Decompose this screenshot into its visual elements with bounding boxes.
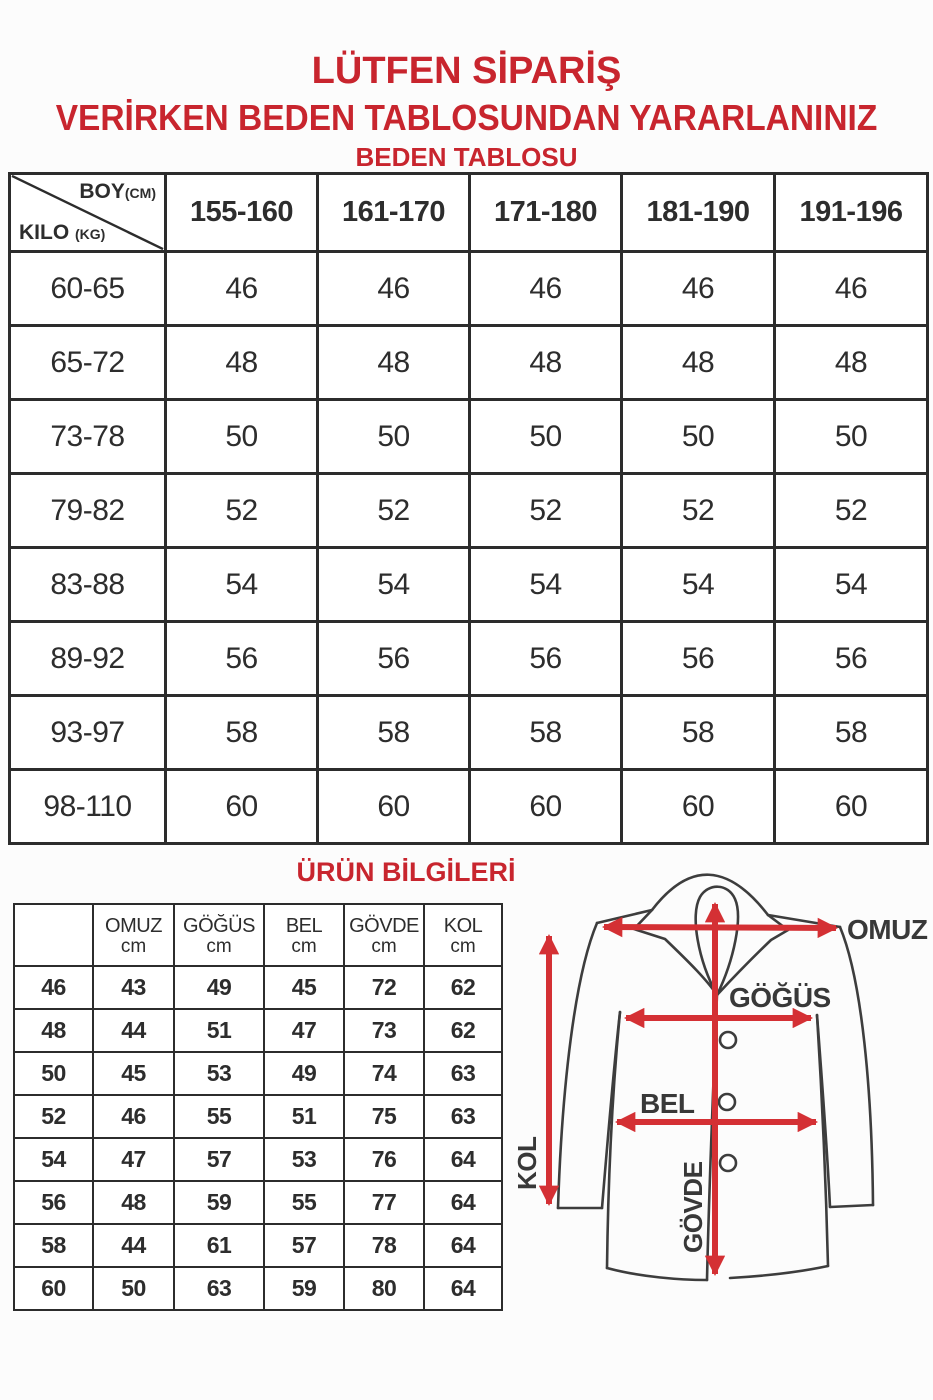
- height-range-header: 191-196: [775, 174, 928, 252]
- product-table-row: [14, 1267, 502, 1310]
- measurement-value-cell: 59: [174, 1181, 264, 1224]
- size-value-cell: 54: [775, 548, 928, 622]
- size-value-cell: 54: [166, 548, 318, 622]
- measurement-unit: cm: [120, 935, 147, 957]
- measurement-value-cell: 55: [174, 1095, 264, 1138]
- measurement-value-cell: 45: [93, 1052, 174, 1095]
- size-table-corner-cell: [10, 174, 166, 252]
- measurement-column-header: [424, 904, 502, 966]
- measurement-value-cell: 62: [424, 1009, 502, 1052]
- size-value-cell: 54: [622, 548, 775, 622]
- size-table-row: [10, 622, 928, 696]
- product-table-header-row: [14, 904, 502, 966]
- product-table-row: [14, 1052, 502, 1095]
- measurement-value-cell: 80: [344, 1267, 424, 1310]
- size-label: 48: [14, 1009, 93, 1052]
- measurement-value-cell: 57: [264, 1224, 344, 1267]
- measurement-value-cell: 76: [344, 1138, 424, 1181]
- measurement-label: GÖVDE: [349, 914, 419, 937]
- size-value-cell: 48: [318, 326, 470, 400]
- measurement-value-cell: 61: [174, 1224, 264, 1267]
- gogus-label: GÖĞÜS: [729, 982, 831, 1013]
- page-title-line2: VERİRKEN BEDEN TABLOSUNDAN YARARLANINIZ: [55, 97, 878, 138]
- product-table-row: [14, 1138, 502, 1181]
- measurement-value-cell: 59: [264, 1267, 344, 1310]
- size-table: [8, 172, 929, 845]
- measurement-value-cell: 47: [264, 1009, 344, 1052]
- measurement-value-cell: 62: [424, 966, 502, 1009]
- size-label: 60: [14, 1267, 93, 1310]
- bel-label: BEL: [640, 1088, 695, 1119]
- measurement-value-cell: 64: [424, 1267, 502, 1310]
- measurement-value-cell: 64: [424, 1138, 502, 1181]
- size-value-cell: 54: [318, 548, 470, 622]
- measurement-value-cell: 46: [93, 1095, 174, 1138]
- size-value-cell: 56: [470, 622, 622, 696]
- kol-label: KOL: [512, 1136, 542, 1190]
- measurement-value-cell: 47: [93, 1138, 174, 1181]
- size-label: 54: [14, 1138, 93, 1181]
- measurement-label: GÖĞÜS: [183, 914, 255, 937]
- measurement-value-cell: 53: [174, 1052, 264, 1095]
- size-value-cell: 46: [775, 252, 928, 326]
- size-table-row: [10, 326, 928, 400]
- product-table-row: [14, 1181, 502, 1224]
- measurement-value-cell: 44: [93, 1009, 174, 1052]
- jacket-button: [720, 1032, 736, 1048]
- measurement-label: OMUZ: [105, 914, 162, 937]
- product-table-row: [14, 966, 502, 1009]
- size-label: 52: [14, 1095, 93, 1138]
- size-table-title: BEDEN TABLOSU: [355, 142, 578, 172]
- size-value-cell: 50: [622, 400, 775, 474]
- measurement-value-cell: 78: [344, 1224, 424, 1267]
- kilo-range-label: 89-92: [10, 622, 166, 696]
- size-value-cell: 46: [622, 252, 775, 326]
- size-table-header-row: [10, 174, 928, 252]
- measurement-value-cell: 63: [424, 1095, 502, 1138]
- omuz-label: OMUZ: [847, 914, 928, 945]
- measurement-unit: cm: [291, 935, 317, 957]
- measurement-value-cell: 49: [174, 966, 264, 1009]
- size-value-cell: 60: [622, 770, 775, 844]
- measurement-unit: cm: [450, 935, 476, 957]
- size-value-cell: 52: [318, 474, 470, 548]
- measurement-unit: cm: [371, 935, 397, 957]
- jacket-measurement-diagram: [500, 855, 933, 1325]
- size-label: 56: [14, 1181, 93, 1224]
- kilo-range-label: 60-65: [10, 252, 166, 326]
- size-value-cell: 48: [775, 326, 928, 400]
- measurement-column-header: [264, 904, 344, 966]
- measurement-value-cell: 64: [424, 1181, 502, 1224]
- size-label: 46: [14, 966, 93, 1009]
- product-table-row: [14, 1095, 502, 1138]
- measurement-label: KOL: [443, 914, 483, 937]
- size-value-cell: 52: [166, 474, 318, 548]
- height-range-header: 161-170: [318, 174, 470, 252]
- measurement-value-cell: 63: [424, 1052, 502, 1095]
- measurement-value-cell: 51: [264, 1095, 344, 1138]
- measurement-value-cell: 49: [264, 1052, 344, 1095]
- size-value-cell: 58: [166, 696, 318, 770]
- height-range-header: 171-180: [470, 174, 622, 252]
- size-value-cell: 46: [470, 252, 622, 326]
- size-value-cell: 50: [470, 400, 622, 474]
- size-value-cell: 50: [775, 400, 928, 474]
- measurement-value-cell: 48: [93, 1181, 174, 1224]
- measurement-value-cell: 51: [174, 1009, 264, 1052]
- measurement-value-cell: 55: [264, 1181, 344, 1224]
- size-value-cell: 60: [470, 770, 622, 844]
- measurement-value-cell: 75: [344, 1095, 424, 1138]
- product-table-row: [14, 1009, 502, 1052]
- page-title-line1: LÜTFEN SİPARİŞ: [311, 50, 622, 92]
- size-table-row: [10, 548, 928, 622]
- size-value-cell: 58: [318, 696, 470, 770]
- size-value-cell: 50: [166, 400, 318, 474]
- size-table-row: [10, 696, 928, 770]
- jacket-button: [720, 1155, 736, 1171]
- size-value-cell: 58: [470, 696, 622, 770]
- size-table-row: [10, 400, 928, 474]
- size-value-cell: 60: [775, 770, 928, 844]
- size-value-cell: 54: [470, 548, 622, 622]
- size-value-cell: 56: [318, 622, 470, 696]
- measurement-value-cell: 57: [174, 1138, 264, 1181]
- kilo-range-label: 83-88: [10, 548, 166, 622]
- height-range-header: 155-160: [166, 174, 318, 252]
- size-value-cell: 46: [318, 252, 470, 326]
- jacket-button: [719, 1094, 735, 1110]
- size-value-cell: 58: [775, 696, 928, 770]
- size-value-cell: 52: [622, 474, 775, 548]
- size-label: 58: [14, 1224, 93, 1267]
- size-table-row: [10, 474, 928, 548]
- measurement-value-cell: 50: [93, 1267, 174, 1310]
- height-range-header: 181-190: [622, 174, 775, 252]
- size-table-row: [10, 770, 928, 844]
- size-label: 50: [14, 1052, 93, 1095]
- size-value-cell: 48: [622, 326, 775, 400]
- measurement-column-header: [174, 904, 264, 966]
- measurement-value-cell: 72: [344, 966, 424, 1009]
- size-value-cell: 50: [318, 400, 470, 474]
- size-value-cell: 52: [470, 474, 622, 548]
- kilo-range-label: 73-78: [10, 400, 166, 474]
- measurement-value-cell: 44: [93, 1224, 174, 1267]
- product-info-title: ÜRÜN BİLGİLERİ: [296, 857, 516, 887]
- size-value-cell: 56: [775, 622, 928, 696]
- measurement-value-cell: 43: [93, 966, 174, 1009]
- product-table-row: [14, 1224, 502, 1267]
- kilo-range-label: 93-97: [10, 696, 166, 770]
- corner-boy-label: BOY(CM): [79, 180, 156, 203]
- measurement-value-cell: 53: [264, 1138, 344, 1181]
- measurement-value-cell: 45: [264, 966, 344, 1009]
- size-value-cell: 48: [166, 326, 318, 400]
- corner-kilo-label: KILO (KG): [19, 221, 106, 244]
- size-value-cell: 56: [622, 622, 775, 696]
- size-table-row: [10, 252, 928, 326]
- measurement-column-header: [93, 904, 174, 966]
- size-value-cell: 46: [166, 252, 318, 326]
- kilo-range-label: 98-110: [10, 770, 166, 844]
- measurement-value-cell: 74: [344, 1052, 424, 1095]
- measurement-value-cell: 77: [344, 1181, 424, 1224]
- kilo-range-label: 65-72: [10, 326, 166, 400]
- omuz-arrow: [604, 927, 836, 928]
- measurement-unit: cm: [206, 935, 232, 957]
- size-value-cell: 60: [318, 770, 470, 844]
- govde-label: GÖVDE: [678, 1161, 708, 1253]
- measurement-column-header: [344, 904, 424, 966]
- product-info-table: [13, 903, 503, 1311]
- measurement-label: BEL: [285, 914, 323, 937]
- kilo-range-label: 79-82: [10, 474, 166, 548]
- measurement-value-cell: 64: [424, 1224, 502, 1267]
- size-value-cell: 52: [775, 474, 928, 548]
- measurement-value-cell: 63: [174, 1267, 264, 1310]
- size-value-cell: 58: [622, 696, 775, 770]
- size-value-cell: 56: [166, 622, 318, 696]
- size-value-cell: 60: [166, 770, 318, 844]
- product-table-empty-corner: [14, 904, 93, 966]
- size-value-cell: 48: [470, 326, 622, 400]
- measurement-value-cell: 73: [344, 1009, 424, 1052]
